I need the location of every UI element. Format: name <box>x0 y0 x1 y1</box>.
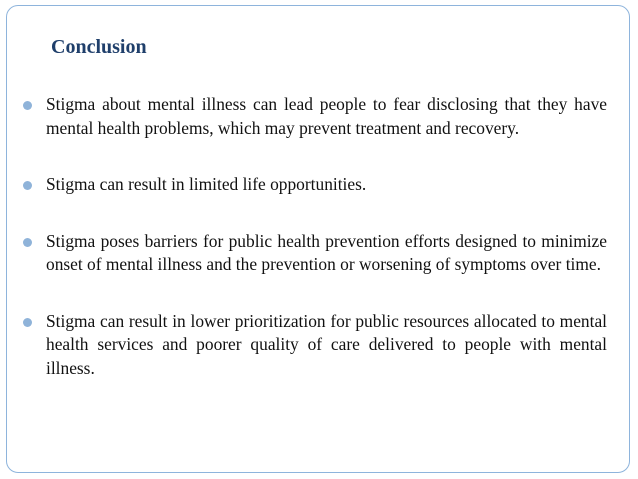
round-bullet-icon <box>23 181 32 190</box>
bullet-item <box>21 93 607 140</box>
round-bullet-icon <box>23 238 32 247</box>
bullet-item <box>21 230 607 277</box>
bullet-text: Stigma can result in limited life opportunities. <box>46 174 367 194</box>
bullet-list <box>21 93 607 413</box>
slide-title: Conclusion <box>51 36 147 58</box>
bullet-text: Stigma poses barriers for public health prevention efforts designed to minimize onset of mental illness and the prevention or worsening of symptoms over time. <box>46 230 607 274</box>
bullet-text: Stigma about mental illness can lead people to fear disclosing that they have mental health problems, which may prevent treatment and recovery. <box>46 94 607 138</box>
round-bullet-icon <box>23 318 32 327</box>
round-bullet-icon <box>23 101 32 110</box>
bullet-item <box>21 310 607 381</box>
bullet-text: Stigma can result in lower prioritization for public resources allocated to mental health services and poorer quality of care delivered to people with mental illness. <box>46 310 607 378</box>
bullet-item <box>21 173 607 197</box>
